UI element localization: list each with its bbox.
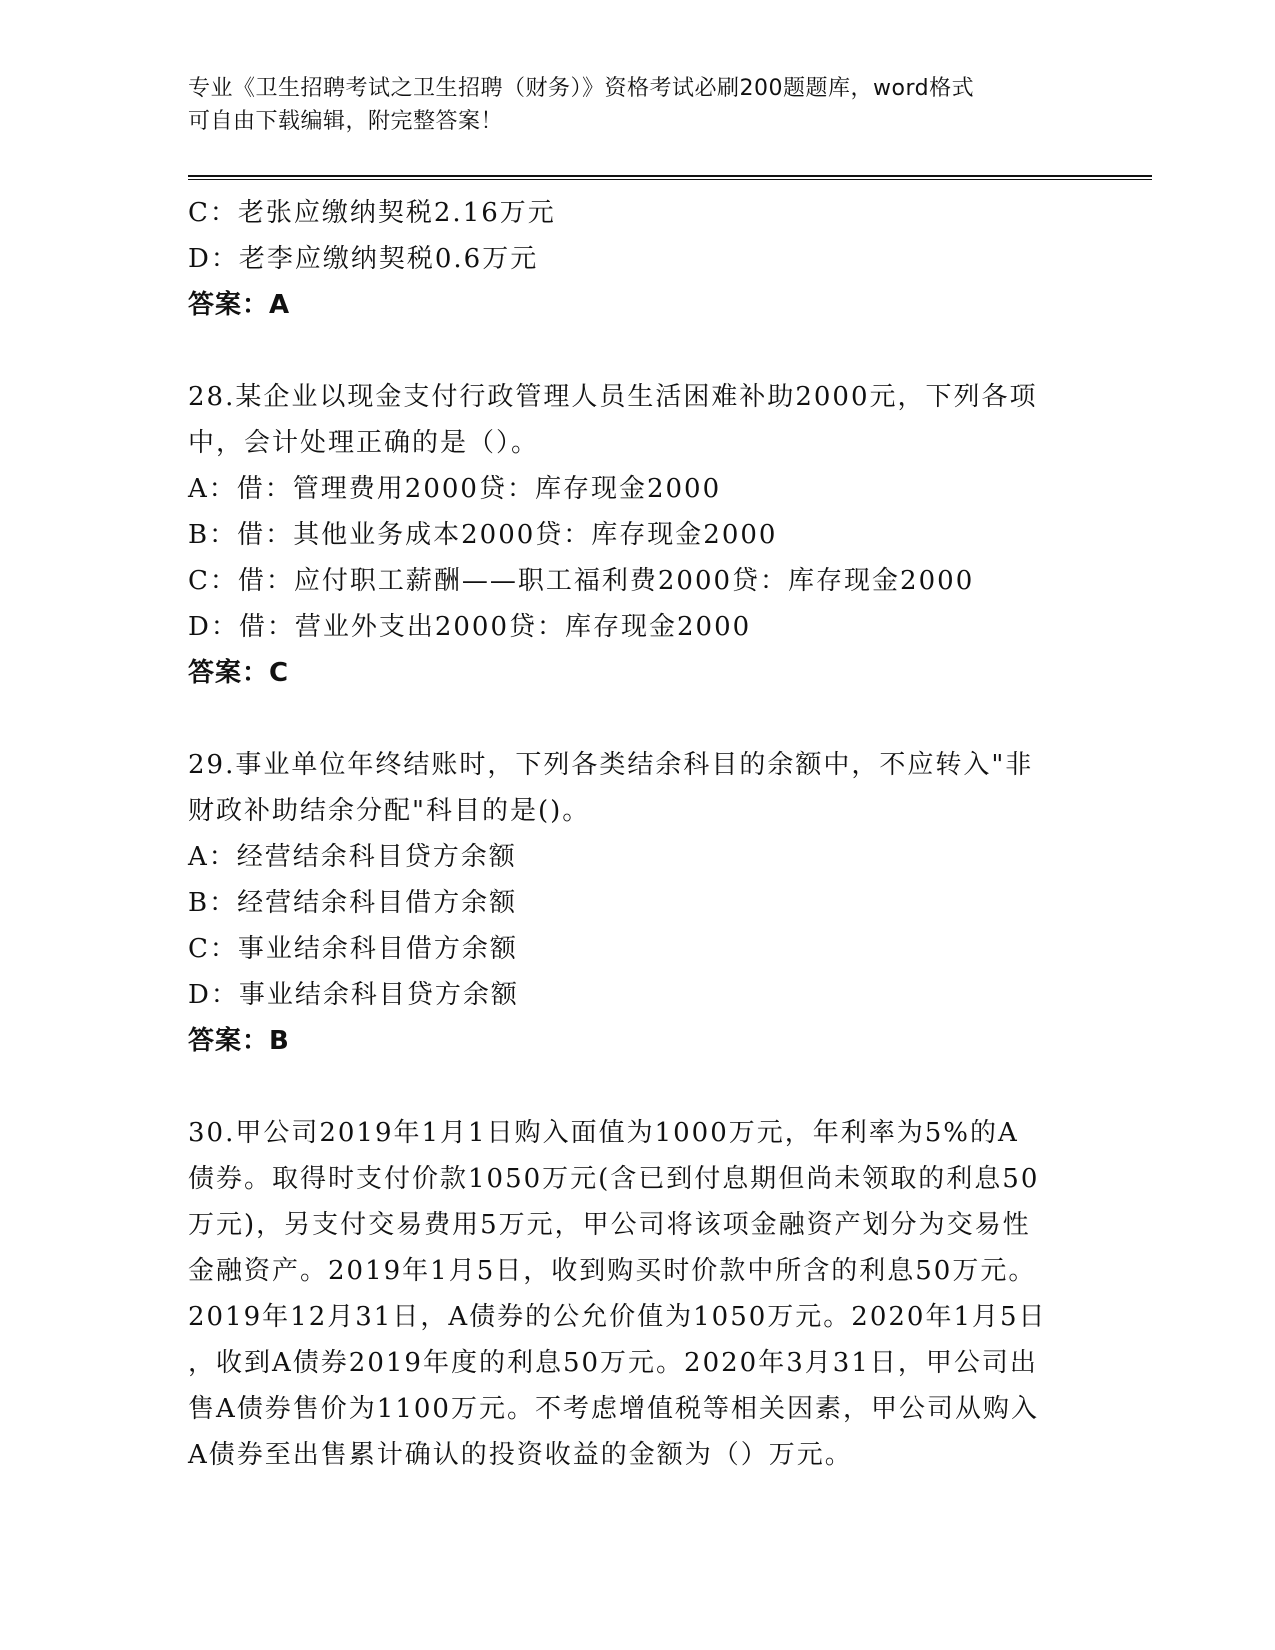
question-text-line: ，收到A债券2019年度的利息50万元。2020年3月31日，甲公司出 (188, 1348, 1038, 1378)
spacer (188, 696, 1088, 742)
question-29 (188, 742, 1088, 1064)
question-text-line: 财政补助结余分配"科目的是()。 (188, 796, 591, 826)
option-a: A：借：管理费用2000贷：库存现金2000 (188, 474, 722, 504)
question-text-line: 2019年12月31日，A债券的公允价值为1050万元。2020年1月5日 (188, 1302, 1047, 1332)
header-title-line-2: 可自由下载编辑，附完整答案！ (188, 109, 504, 134)
option-c: C：老张应缴纳契税2.16万元 (188, 198, 556, 228)
question-30 (188, 1110, 1088, 1478)
spacer (188, 328, 1088, 374)
answer-line: 答案：C (188, 658, 290, 688)
question-text-line: 中，会计处理正确的是（）。 (188, 428, 540, 458)
option-a: A：经营结余科目贷方余额 (188, 842, 517, 872)
question-text-line: 30.甲公司2019年1月1日购入面值为1000万元，年利率为5%的A (188, 1118, 1019, 1148)
option-c: C：事业结余科目借方余额 (188, 934, 518, 964)
question-text-line: A债券至出售累计确认的投资收益的金额为（）万元。 (188, 1440, 853, 1470)
option-b: B：经营结余科目借方余额 (188, 888, 518, 918)
answer-line: 答案：B (188, 1026, 290, 1056)
option-d: D：老李应缴纳契税0.6万元 (188, 244, 539, 274)
question-28 (188, 374, 1088, 696)
option-c: C：借：应付职工薪酬——职工福利费2000贷：库存现金2000 (188, 566, 975, 596)
question-text-line: 售A债券售价为1100万元。不考虑增值税等相关因素，甲公司从购入 (188, 1394, 1039, 1424)
document-header (188, 72, 1068, 138)
option-d: D：借：营业外支出2000贷：库存现金2000 (188, 612, 752, 642)
answer-line: 答案：A (188, 290, 291, 320)
option-b: B：借：其他业务成本2000贷：库存现金2000 (188, 520, 778, 550)
question-text-line: 债券。取得时支付价款1050万元(含已到付息期但尚未领取的利息50 (188, 1164, 1040, 1194)
header-title-line-1: 专业《卫生招聘考试之卫生招聘（财务）》资格考试必刷200题题库，word格式 (188, 76, 975, 101)
question-text-line: 万元)，另支付交易费用5万元，甲公司将该项金融资产划分为交易性 (188, 1210, 1031, 1240)
question-text-line: 28.某企业以现金支付行政管理人员生活困难补助2000元，下列各项 (188, 382, 1038, 412)
previous-question-tail (188, 190, 1088, 328)
question-text-line: 29.事业单位年终结账时，下列各类结余科目的余额中，不应转入"非 (188, 750, 1034, 780)
document-body (188, 190, 1088, 1478)
header-divider (188, 175, 1152, 180)
question-text-line: 金融资产。2019年1月5日，收到购买时价款中所含的利息50万元。 (188, 1256, 1037, 1286)
option-d: D：事业结余科目贷方余额 (188, 980, 519, 1010)
spacer (188, 1064, 1088, 1110)
